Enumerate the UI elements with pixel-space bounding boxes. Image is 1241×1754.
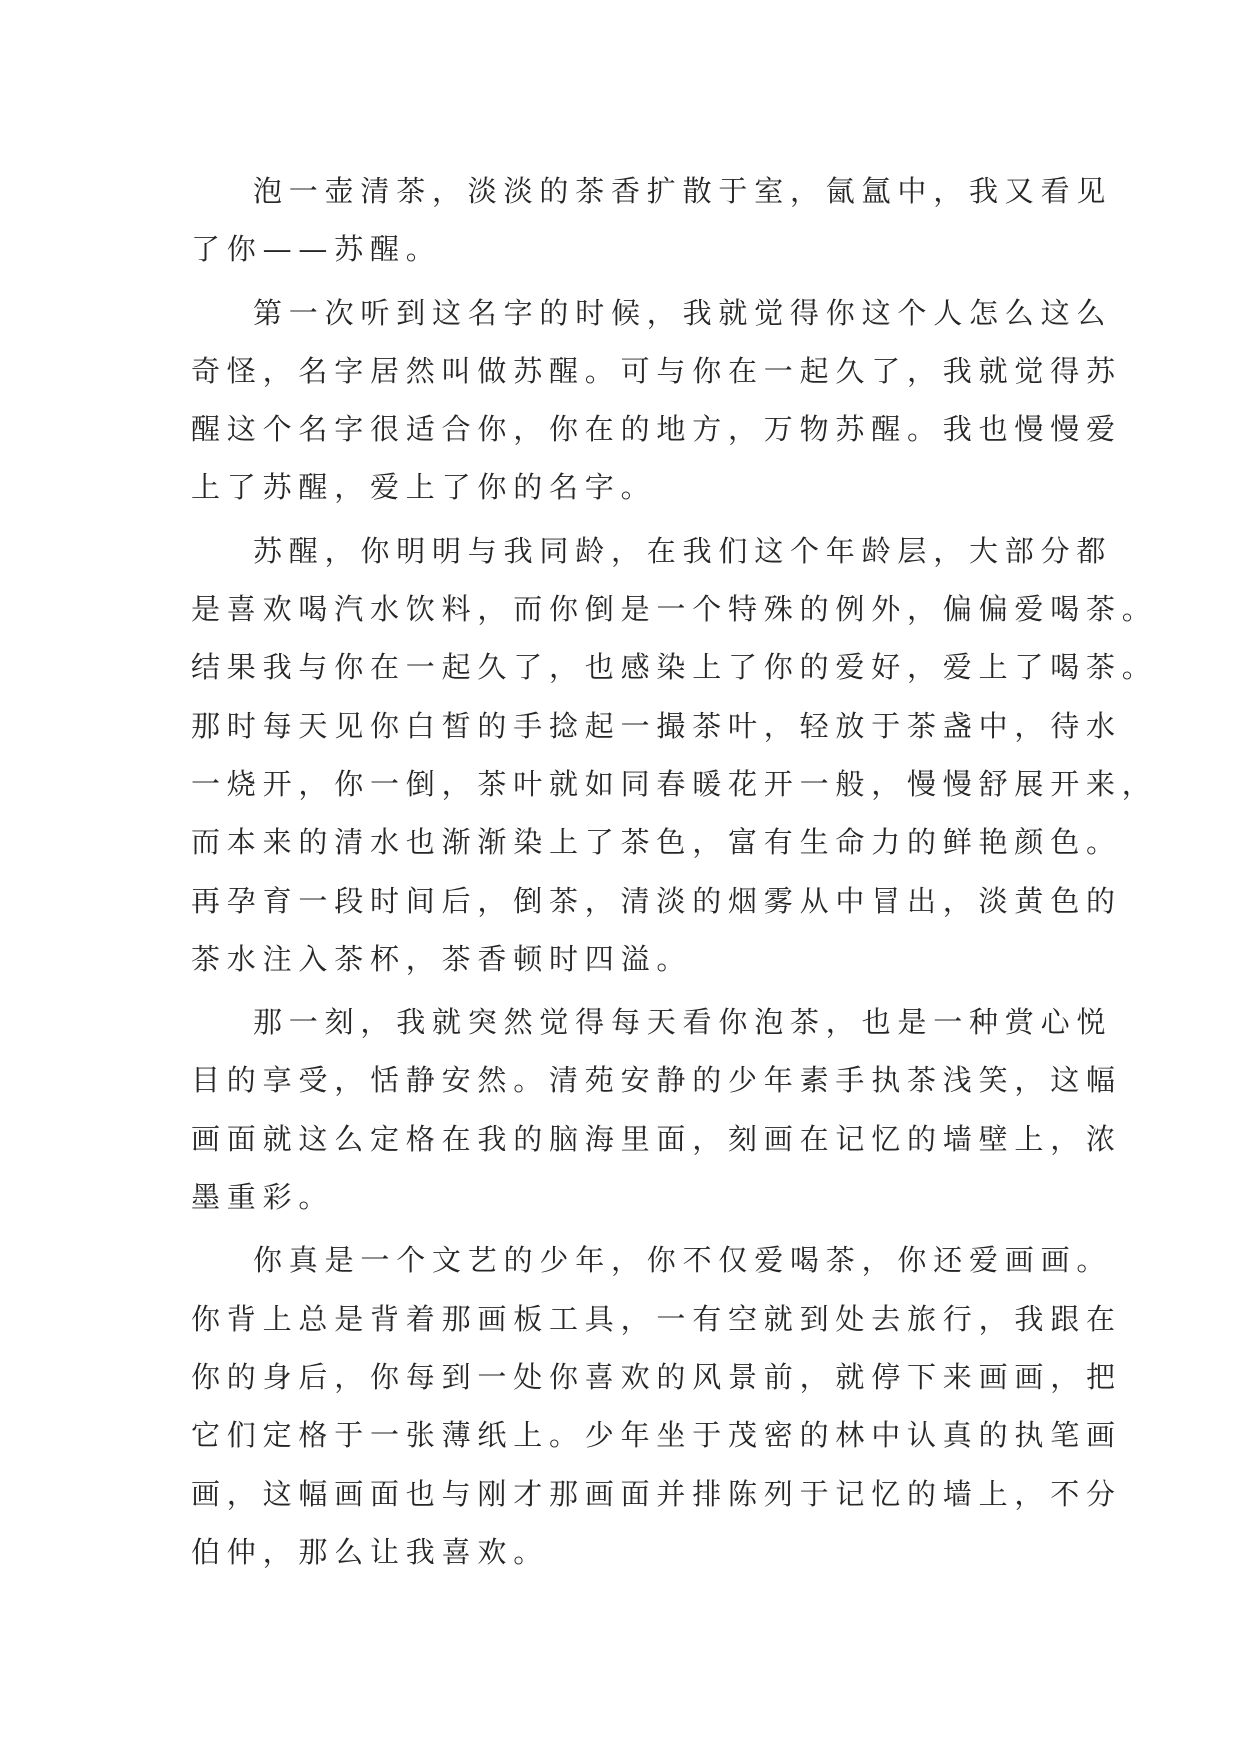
paragraph-line: 茶水注入茶杯，茶香顿时四溢。 [191, 941, 693, 976]
paragraph-first-line: 那一刻，我就突然觉得每天看你泡茶，也是一种赏心悦 [253, 1005, 1113, 1040]
essay-body [191, 162, 1158, 1581]
paragraph [191, 522, 1158, 988]
paragraph-line: 奇怪，名字居然叫做苏醒。可与你在一起久了，我就觉得苏 [191, 353, 1122, 388]
paragraph [191, 162, 1113, 279]
paragraph-line: 你的身后，你每到一处你喜欢的风景前，就停下来画画，把 [191, 1359, 1122, 1394]
paragraph [191, 993, 1122, 1226]
paragraph-line: 是喜欢喝汽水饮料，而你倒是一个特殊的例外，偏偏爱喝茶。 [191, 592, 1158, 627]
paragraph-line: 墨重彩。 [191, 1180, 335, 1215]
paragraph-line: 你背上总是背着那画板工具，一有空就到处去旅行，我跟在 [191, 1301, 1122, 1336]
paragraph-first-line: 泡一壶清茶，淡淡的茶香扩散于室，氤氲中，我又看见 [253, 174, 1113, 208]
paragraph-line: 目的享受，恬静安然。清苑安静的少年素手执茶浅笑，这幅 [191, 1063, 1122, 1098]
paragraph-line: 醒这个名字很适合你，你在的地方，万物苏醒。我也慢慢爱 [191, 412, 1122, 447]
paragraph-line: 它们定格于一张薄纸上。少年坐于茂密的林中认真的执笔画 [191, 1418, 1122, 1453]
paragraph-line: 画面就这么定格在我的脑海里面，刻画在记忆的墙壁上，浓 [191, 1121, 1122, 1156]
paragraph-line: 伯仲，那么让我喜欢。 [191, 1534, 550, 1569]
paragraph-line: 结果我与你在一起久了，也感染上了你的爱好，爱上了喝茶。 [191, 650, 1158, 685]
paragraph-line: 画，这幅画面也与刚才那画面并排陈列于记忆的墙上，不分 [191, 1476, 1122, 1511]
paragraph-line: 再孕育一段时间后，倒茶，清淡的烟雾从中冒出，淡黄色的 [191, 883, 1122, 918]
paragraph [191, 284, 1122, 517]
paragraph-first-line: 你真是一个文艺的少年，你不仅爱喝茶，你还爱画画。 [253, 1243, 1113, 1278]
paragraph-line: 那时每天见你白皙的手捻起一撮茶叶，轻放于茶盏中，待水 [191, 708, 1122, 743]
paragraph-line: 上了苏醒，爱上了你的名字。 [191, 470, 657, 505]
paragraph-line: 一烧开，你一倒，茶叶就如同春暖花开一般，慢慢舒展开来， [191, 766, 1158, 801]
paragraph-line: 了你——苏醒。 [191, 232, 442, 267]
paragraph-first-line: 苏醒，你明明与我同龄，在我们这个年龄层，大部分都 [253, 533, 1113, 568]
paragraph-first-line: 第一次听到这名字的时候，我就觉得你这个人怎么这么 [253, 295, 1113, 330]
paragraph-line: 而本来的清水也渐渐染上了茶色，富有生命力的鲜艳颜色。 [191, 825, 1122, 860]
paragraph [191, 1231, 1122, 1581]
